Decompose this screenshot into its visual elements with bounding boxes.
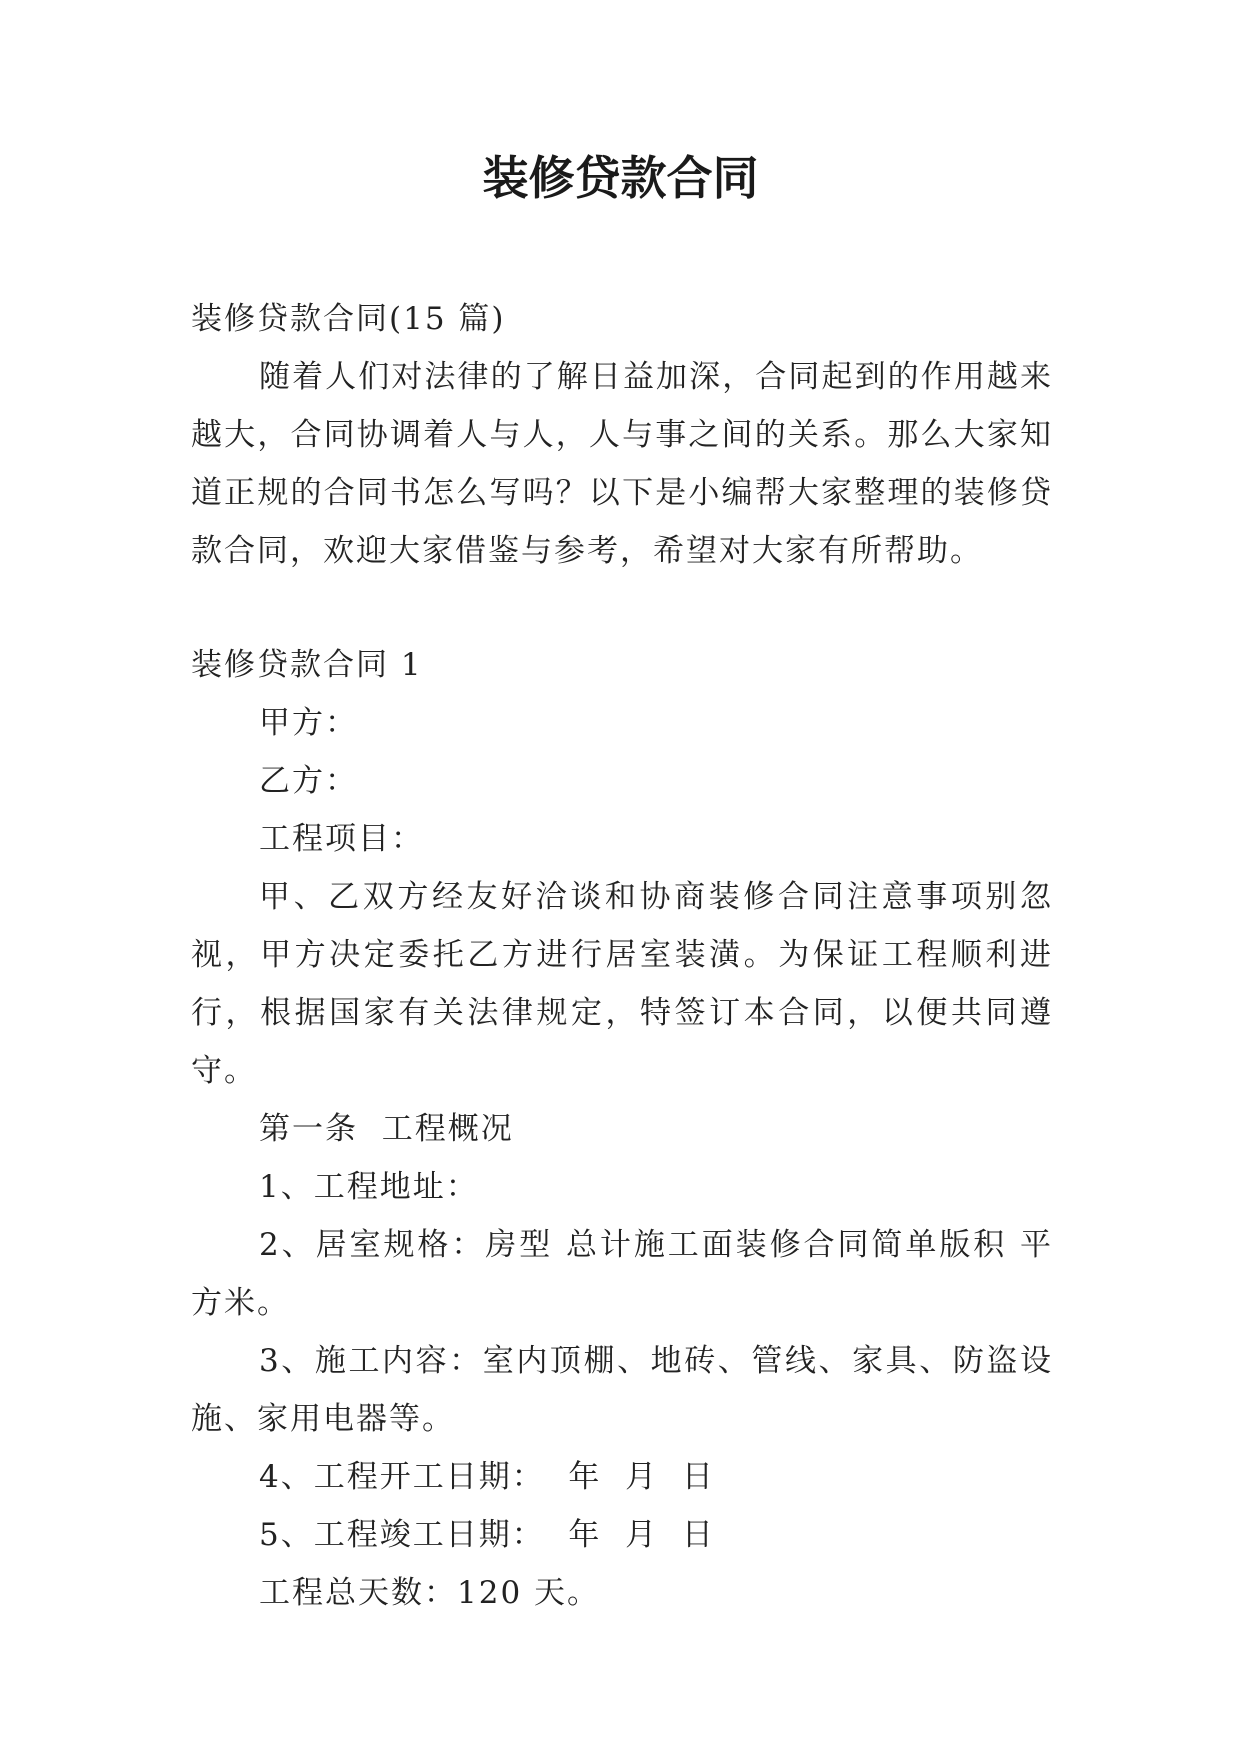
item-2-size: 2、居室规格：房型 总计施工面装修合同简单版积 平方米。 bbox=[191, 1227, 1053, 1321]
section-title: 装修贷款合同 1 bbox=[191, 647, 423, 683]
party-a-line: 甲方： bbox=[259, 705, 358, 741]
item-5-end-date: 5、工程竣工日期： 年 月 日 bbox=[259, 1517, 715, 1553]
document-title: 装修贷款合同 bbox=[482, 151, 759, 205]
intro-paragraph: 随着人们对法律的了解日益加深，合同起到的作用越来越大，合同协调着人与人，人与事之间的关系。那么大家知道正规的合同书怎么写吗？以下是小编帮大家整理的装修贷款合同，欢迎大家借鉴与参考，希望对大家有所帮助。 bbox=[191, 359, 1053, 569]
total-days-line: 工程总天数：120 天。 bbox=[259, 1575, 601, 1611]
document-subtitle: 装修贷款合同(15 篇) bbox=[191, 301, 506, 337]
item-3-scope: 3、施工内容：室内顶棚、地砖、管线、家具、防盗设施、家用电器等。 bbox=[191, 1343, 1053, 1437]
item-4-start-date: 4、工程开工日期： 年 月 日 bbox=[259, 1459, 715, 1495]
project-line: 工程项目： bbox=[259, 821, 424, 857]
item-1-address: 1、工程地址： bbox=[259, 1169, 479, 1205]
article-1-title: 第一条 工程概况 bbox=[259, 1111, 514, 1147]
party-b-line: 乙方： bbox=[259, 763, 358, 799]
preamble-paragraph: 甲、乙双方经友好洽谈和协商装修合同注意事项别忽视，甲方决定委托乙方进行居室装潢。为保证工程顺利进行，根据国家有关法律规定，特签订本合同，以便共同遵守。 bbox=[191, 879, 1053, 1089]
document-body bbox=[191, 290, 1053, 1622]
